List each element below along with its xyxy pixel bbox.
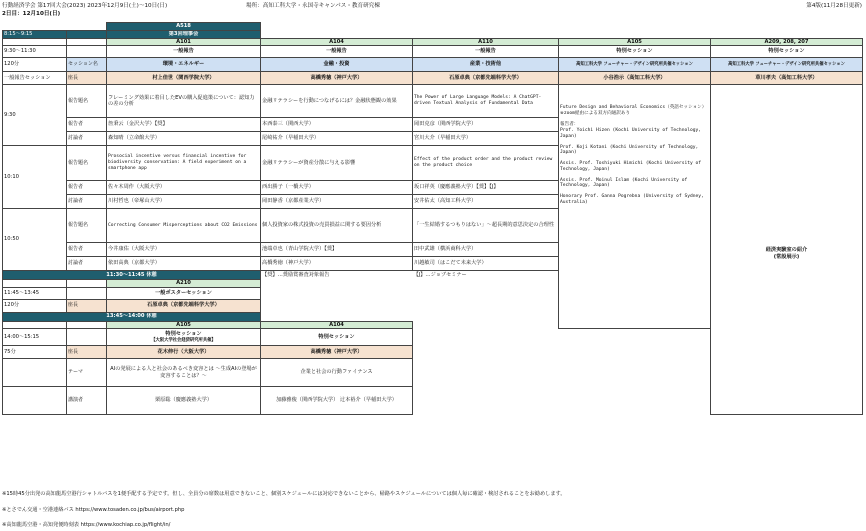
- label-reporter: 報告者: [67, 243, 107, 257]
- slot-time: 9:30: [3, 85, 67, 146]
- pm-time: 14:00～15:15: [3, 329, 67, 346]
- paper-title: 金融リテラシーが資産分散に与える影響: [261, 146, 413, 181]
- discussant: 川越敏司（はこだて未来大学）: [413, 257, 559, 271]
- pm-chair: 花木伸行（大阪大学）: [107, 346, 261, 359]
- break-2: 13:45～14:00 休憩: [3, 312, 261, 321]
- label-reporter: 報告者: [67, 118, 107, 132]
- slot-time: 10:50: [3, 209, 67, 271]
- pm-theme: AIの発展による人と社会のあるべき変容とは ～生成AIの登場が変容することは？～: [107, 359, 261, 387]
- pm-room-a104: A104: [261, 321, 413, 329]
- session-name: 高知工科大学 フューチャー・デザイン研究所共催セッション: [711, 58, 863, 72]
- chair: 高橋秀徳（神戸大学）: [261, 72, 413, 85]
- reporter: 佐々木周作（大阪大学）: [107, 181, 261, 195]
- poster-room: A210: [107, 280, 261, 288]
- pm-chair: 高橋秀徳（神戸大学）: [261, 346, 413, 359]
- fd-note: ※zoom経由による双方向通訳あり: [560, 110, 631, 116]
- paper-title: 個人投資家の株式投資の売買損益に関する要因分析: [261, 209, 413, 243]
- lab-intro: 経済実験室の紹介: [765, 247, 808, 253]
- session-name: 環境・エネルギー: [107, 58, 261, 72]
- lab-intro-block: [711, 85, 863, 415]
- pm-lecturer: 加藤雅俊（関西学院大学） 辻本裕介（早稲田大学）: [261, 387, 413, 415]
- paper-title: Prosocial incentive versus financial incentive for biodiversity conservation: A field experiment on a smartphone app: [107, 146, 261, 181]
- chair: 村上佳世（関西学院大学）: [107, 72, 261, 85]
- label-discussant: 討論者: [67, 257, 107, 271]
- session-length: 120分: [3, 58, 67, 72]
- paper-title: 金融リテラシーを行動につなげるには？金融状態観の効果: [261, 85, 413, 118]
- discussant: 森知晴（立命館大学）: [107, 132, 261, 146]
- break-1: 11:30～11:45 休憩: [3, 271, 261, 280]
- fd-report-label: 報告者：: [560, 122, 579, 128]
- pm-type-a105: [107, 329, 261, 346]
- event-title: 行動経済学会 第17回大会(2023) 2023年12月9日(土)～10日(日): [2, 3, 168, 9]
- session-type: 一般報告: [107, 46, 261, 58]
- fd-speaker: Assis. Prof. Toshiyuki Himichi (Kochi University of Technology, Japan): [560, 161, 702, 172]
- pm-room-a105: A105: [107, 321, 261, 329]
- pm-length: 75分: [3, 346, 67, 359]
- label-title: 報告題名: [67, 85, 107, 118]
- note-shuttle: ※15時45分出発の高知龍馬空港行シャトルバスを1便手配する予定です。但し、全員分の席数は用意できないこと、個別スケジュールには対応できないことから、帰路やスケジュールについては個人毎に確認・検討されることをお勧めします。: [2, 491, 566, 497]
- paper-title: 「一生結婚するつもりはない」～超長期的意思決定の合理性: [413, 209, 559, 243]
- session-name: 高知工科大学 フューチャー・デザイン研究所共催セッション: [559, 58, 711, 72]
- note-flight: ※高知龍馬空港・高知発便時刻表 https://www.kochiap.co.jp/flight/in/: [2, 522, 171, 528]
- legend-job: 【J】…ジョブセミナー: [413, 272, 467, 278]
- session-name: 金融・投資: [261, 58, 413, 72]
- paper-title: Correcting Consumer Misperceptions about CO2 Emissions: [107, 209, 261, 243]
- lab-note: (常設展示): [773, 253, 800, 260]
- venue: 場所：高知工科大学・永国寺キャンパス・教育研究棟: [246, 3, 380, 9]
- day-label: 2日目：12月10日(日): [2, 11, 61, 17]
- label-discussant: 討論者: [67, 195, 107, 209]
- reporter: 田中武雄（横浜商科大学）: [413, 243, 559, 257]
- paper-title: Effect of the product order and the product review on the product choice: [413, 146, 559, 181]
- reporter: 坂口祥英（慶應義塾大学）【奨】【J】: [413, 181, 559, 195]
- paper-title: フレーミング効果に着目したEVの購入促進策について：認知力の差の分析: [107, 85, 261, 118]
- version: 第4版(11月28日更新): [806, 3, 862, 9]
- session-type: 特別セッション: [711, 46, 863, 58]
- discussant: 岡田静香（京都産業大学）: [261, 195, 413, 209]
- session-type: 特別セッション: [559, 46, 711, 58]
- reporter: 西出勝子（一橋大学）: [261, 181, 413, 195]
- poster-title: 一般ポスターセッション: [107, 287, 261, 299]
- reporter: 詹秉云（金沢大学）【奨】: [107, 118, 261, 132]
- discussant: 安井佑太（高知工科大学）: [413, 195, 559, 209]
- poster-chair: 石原卓典（京都先端科学大学）: [107, 299, 261, 312]
- board-time: 8:15～9:15: [3, 30, 67, 38]
- session-name: 産業・技術他: [413, 58, 559, 72]
- fd-speaker: Prof. Koji Kotani (Kochi University of Technology, Japan): [560, 144, 699, 156]
- slot-time: 10:10: [3, 146, 67, 209]
- fd-speaker: Assis. Prof. Moinul Islam (Kochi University of Technology, Japan): [560, 177, 688, 189]
- note-bus: ※とさでん交通・空港連絡バス https://www.tosaden.co.jp/bus/airport.php: [2, 507, 185, 513]
- room-a110: A110: [413, 38, 559, 46]
- schedule-table: [2, 22, 863, 415]
- label-theme: テーマ: [67, 359, 107, 387]
- room-a105: A105: [559, 38, 711, 46]
- fd-title: Future Design and Behavioral Economics（英語セッション）: [560, 105, 707, 110]
- label-title: 報告題名: [67, 209, 107, 243]
- label-chair: 座長: [67, 299, 107, 312]
- discussant: 依田高典（京都大学）: [107, 257, 261, 271]
- pm-type-a104: 特別セッション: [261, 329, 413, 346]
- paper-title: The Power of Large Language Models: A ChatGPT-driven Textual Analysis of Fundamental Data: [413, 85, 559, 118]
- discussant: 尾崎祐介（早稲田大学）: [261, 132, 413, 146]
- room-a101: A101: [107, 38, 261, 46]
- chair: 小谷浩示（高知工科大学）: [559, 72, 711, 85]
- pm-theme: 企業と社会の行動ファイナンス: [261, 359, 413, 387]
- pm-lecturer: 栗原聡（慶應義塾大学）: [107, 387, 261, 415]
- session-type: 一般報告: [261, 46, 413, 58]
- chair: 石原卓典（京都先端科学大学）: [413, 72, 559, 85]
- label-discussant: 討論者: [67, 132, 107, 146]
- room-a209: A209, 208, 207: [711, 38, 863, 46]
- session-type: 一般報告: [413, 46, 559, 58]
- reporter: 本西泰三（関西大学）: [261, 118, 413, 132]
- legend-award: 【奨】…奨励賞審査対象報告: [262, 272, 330, 278]
- board-title: 第3回理事会: [107, 30, 261, 38]
- board-room: A518: [107, 23, 261, 31]
- reporter: 今井康佑（大阪大学）: [107, 243, 261, 257]
- pm-subtitle: 【大阪大学社会経済研究所共催】: [151, 337, 216, 343]
- fd-speaker: Honorary Prof. Ganna Pogrebna (University of Sydney, Australia): [560, 194, 704, 205]
- label-title: 報告題名: [67, 146, 107, 181]
- fd-speaker: Prof. Yoichi Hizen (Kochi University of Technology, Japan): [560, 128, 702, 139]
- label-lecturer: 講演者: [67, 387, 107, 415]
- discussant: 高橋秀徳（神戸大学）: [261, 257, 413, 271]
- poster-time: 11:45～13:45: [3, 287, 67, 299]
- discussant: 宮川大介（早稲田大学）: [413, 132, 559, 146]
- pm-type: 特別セッション: [165, 331, 202, 338]
- label-reporter: 報告者: [67, 181, 107, 195]
- session-time: 9:30～11:30: [3, 46, 67, 58]
- label-session-name: セッション名: [67, 58, 107, 72]
- discussant: 川村哲也（帝塚山大学）: [107, 195, 261, 209]
- label-chair: 座長: [67, 72, 107, 85]
- reporter: 岡田克彦（関西学院大学）: [413, 118, 559, 132]
- label-chair: 座長: [67, 346, 107, 359]
- room-a104: A104: [261, 38, 413, 46]
- reporter: 池端卓也（青山学院大学）【奨】: [261, 243, 413, 257]
- general-session-label: 一般報告セッション: [3, 72, 67, 85]
- poster-length: 120分: [3, 299, 67, 312]
- chair: 草川孝夫（高知工科大学）: [711, 72, 863, 85]
- fd-session-block: [559, 85, 711, 329]
